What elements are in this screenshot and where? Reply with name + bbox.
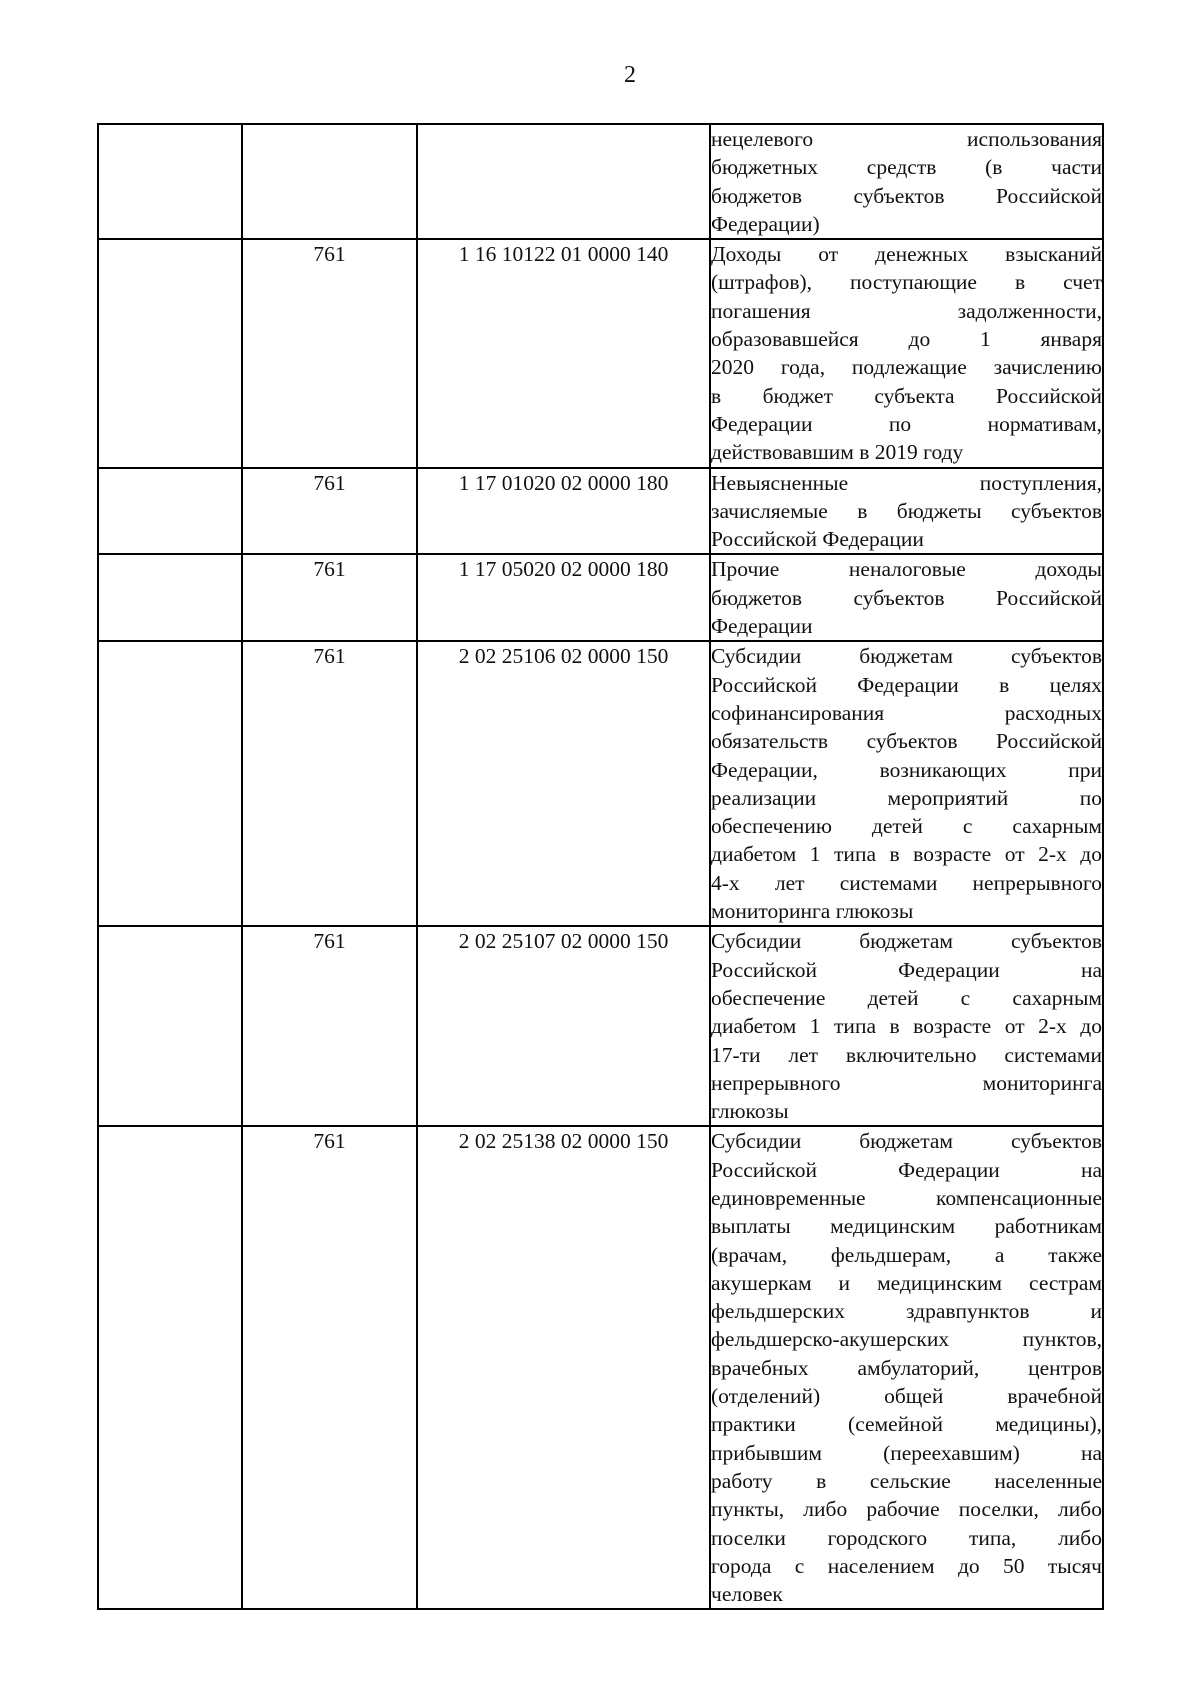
description-line: 17-ти лет включительно системами [711,1042,1102,1067]
description-line: акушеркам и медицинским сестрам [711,1270,1102,1295]
description-line: образовавшейся до 1 января [711,327,1102,352]
description-line: мониторинга глюкозы [711,899,914,924]
empty-cell [98,1126,242,1609]
description-line: города с населением до 50 тысяч [711,1553,1102,1578]
admin-code-cell: 761 [242,239,417,467]
budget-classification-code-cell [417,124,710,239]
budget-classification-code-cell: 2 02 25106 02 0000 150 [417,641,710,926]
description-line: зачисляемые в бюджеты субъектов [711,498,1102,523]
admin-code-cell: 761 [242,926,417,1126]
table-row [98,124,1103,239]
description-line: бюджетов субъектов Российской [711,585,1102,610]
income-description-cell [710,926,1103,1126]
description-line: фельдшерско-акушерских пунктов, [711,1327,1102,1352]
income-codes-table [97,123,1104,1610]
description-line: действовавшим в 2019 году [711,440,964,465]
description-line: Российской Федерации [711,527,924,552]
admin-code-cell: 761 [242,641,417,926]
budget-classification-code-cell: 2 02 25138 02 0000 150 [417,1126,710,1609]
income-description-cell [710,1126,1103,1609]
admin-code-cell: 761 [242,468,417,555]
description-line: непрерывного мониторинга [711,1070,1102,1095]
description-line: обеспечение детей с сахарным [711,985,1102,1010]
table-row [98,1126,1103,1609]
description-line: человек [711,1582,783,1607]
description-line: (отделений) общей врачебной [711,1384,1102,1409]
description-line: Российской Федерации на [711,1157,1102,1182]
description-line: врачебных амбулаторий, центров [711,1355,1102,1380]
description-line: Федерации [711,614,813,639]
description-line: Российской Федерации на [711,957,1102,982]
description-line: 2020 года, подлежащие зачислению [711,355,1102,380]
description-line: практики (семейной медицины), [711,1412,1102,1437]
description-line: 4-х лет системами непрерывного [711,870,1102,895]
description-line: Субсидии бюджетам субъектов [711,1129,1102,1154]
income-description-cell [710,641,1103,926]
budget-classification-code-cell: 1 17 05020 02 0000 180 [417,554,710,641]
description-line: (врачам, фельдшерам, а также [711,1242,1102,1267]
income-description-cell [710,239,1103,467]
description-line: работу в сельские населенные [711,1468,1102,1493]
description-line: пункты, либо рабочие поселки, либо [711,1497,1102,1522]
description-line: диабетом 1 типа в возрасте от 2-х до [711,1014,1102,1039]
description-line: в бюджет субъекта Российской [711,383,1102,408]
table-row [98,641,1103,926]
description-line: обязательств субъектов Российской [711,729,1102,754]
description-line: бюджетных средств (в части [711,155,1102,180]
empty-cell [98,239,242,467]
description-line: Доходы от денежных взысканий [711,242,1102,267]
description-line: поселки городского типа, либо [711,1525,1102,1550]
description-line: погашения задолженности, [711,298,1102,323]
table-row [98,468,1103,555]
budget-classification-code-cell: 1 16 10122 01 0000 140 [417,239,710,467]
description-line: Прочие неналоговые доходы [711,557,1102,582]
description-line: софинансирования расходных [711,700,1102,725]
admin-code-cell: 761 [242,554,417,641]
description-line: глюкозы [711,1099,789,1124]
description-line: единовременные компенсационные [711,1185,1102,1210]
description-line: Невыясненные поступления, [711,470,1102,495]
description-line: Федерации) [711,211,820,236]
description-line: реализации мероприятий по [711,785,1102,810]
budget-classification-code-cell: 1 17 01020 02 0000 180 [417,468,710,555]
page-number: 2 [624,62,636,88]
description-line: фельдшерских здравпунктов и [711,1299,1102,1324]
description-line: бюджетов субъектов Российской [711,183,1102,208]
description-line: Федерации, возникающих при [711,757,1102,782]
empty-cell [98,641,242,926]
table-row [98,554,1103,641]
table-row [98,239,1103,467]
admin-code-cell [242,124,417,239]
description-line: выплаты медицинским работникам [711,1214,1102,1239]
empty-cell [98,926,242,1126]
income-description-cell [710,124,1103,239]
description-line: Субсидии бюджетам субъектов [711,929,1102,954]
description-line: диабетом 1 типа в возрасте от 2-х до [711,842,1102,867]
description-line: обеспечению детей с сахарным [711,814,1102,839]
budget-classification-code-cell: 2 02 25107 02 0000 150 [417,926,710,1126]
income-description-cell [710,468,1103,555]
income-description-cell [710,554,1103,641]
admin-code-cell: 761 [242,1126,417,1609]
empty-cell [98,124,242,239]
table-row [98,926,1103,1126]
description-line: Субсидии бюджетам субъектов [711,644,1102,669]
description-line: Федерации по нормативам, [711,411,1102,436]
empty-cell [98,468,242,555]
description-line: (штрафов), поступающие в счет [711,270,1102,295]
description-line: нецелевого использования [711,127,1102,151]
description-line: Российской Федерации в целях [711,672,1102,697]
description-line: прибывшим (переехавшим) на [711,1440,1102,1465]
empty-cell [98,554,242,641]
